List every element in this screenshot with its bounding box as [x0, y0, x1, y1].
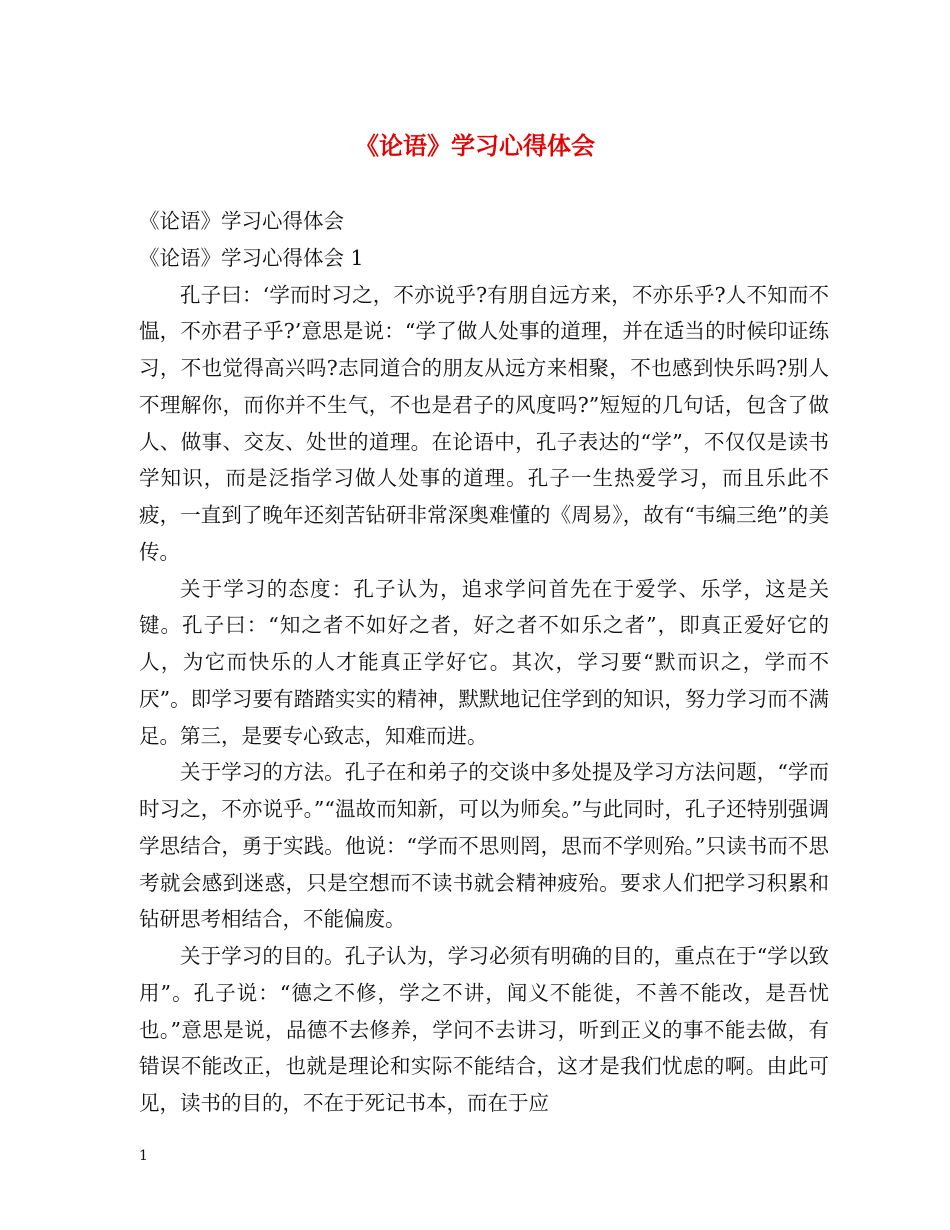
paragraph-purpose: 关于学习的目的。孔子认为，学习必须有明确的目的，重点在于“学以致用”。孔子说：“德之不修，学之不讲，闻义不能徙，不善不能改，是吾忧也。”意思是说，品德不去修养，学问不去讲习，听到正义的事不能去做，有错误不能改正，也就是理论和实际不能结合，这才是我们忧虑的啊。由此可见，读书的目的，不在于死记书本，而在于应 — [139, 944, 829, 1115]
paragraph-method: 关于学习的方法。孔子在和弟子的交谈中多处提及学习方法问题，“学而时习之，不亦说乎。”“温故而知新，可以为师矣。”与此同时，孔子还特别强调学思结合，勇于实践。他说：“学而不思则罔，思而不学则殆。”只读书而不思考就会感到迷惑，只是空想而不读书就会精神疲殆。要求人们把学习积累和钻研思考相结合，不能偏废。 — [139, 760, 829, 932]
page-number: 1 — [139, 1148, 148, 1164]
paragraph-attitude: 关于学习的态度：孔子认为，追求学问首先在于爱学、乐学，这是关键。孔子曰：“知之者不如好之者，好之者不如乐之者”，即真正爱好它的人，为它而快乐的人才能真正学好它。其次，学习要“默而识之，学而不厌”。即学习要有踏踏实实的精神，默默地记住学到的知识，努力学习而不满足。第三，是要专心致志，知难而进。 — [139, 576, 829, 748]
document-title: 《论语》学习心得体会 — [355, 131, 595, 160]
paragraph-intro: 孔子曰：‘学而时习之，不亦说乎?有朋自远方来，不亦乐乎?人不知而不愠，不亦君子乎?’意思是说：“学了做人处事的道理，并在适当的时候印证练习，不也觉得高兴吗?志同道合的朋友从远方来相聚，不也感到快乐吗?别人不理解你，而你并不生气，不也是君子的风度吗?”短短的几句话，包含了做人、做事、交友、处世的道理。在论语中，孔子表达的“学”，不仅仅是读书学知识，而是泛指学习做人处事的道理。孔子一生热爱学习，而且乐此不疲，一直到了晚年还刻苦钻研非常深奥难懂的《周易》，故有“韦编三绝”的美传。 — [139, 282, 829, 564]
subtitle-line-numbered: 《论语》学习心得体会 1 — [139, 245, 364, 270]
subtitle-line: 《论语》学习心得体会 — [139, 209, 344, 233]
document-body — [139, 203, 829, 1122]
